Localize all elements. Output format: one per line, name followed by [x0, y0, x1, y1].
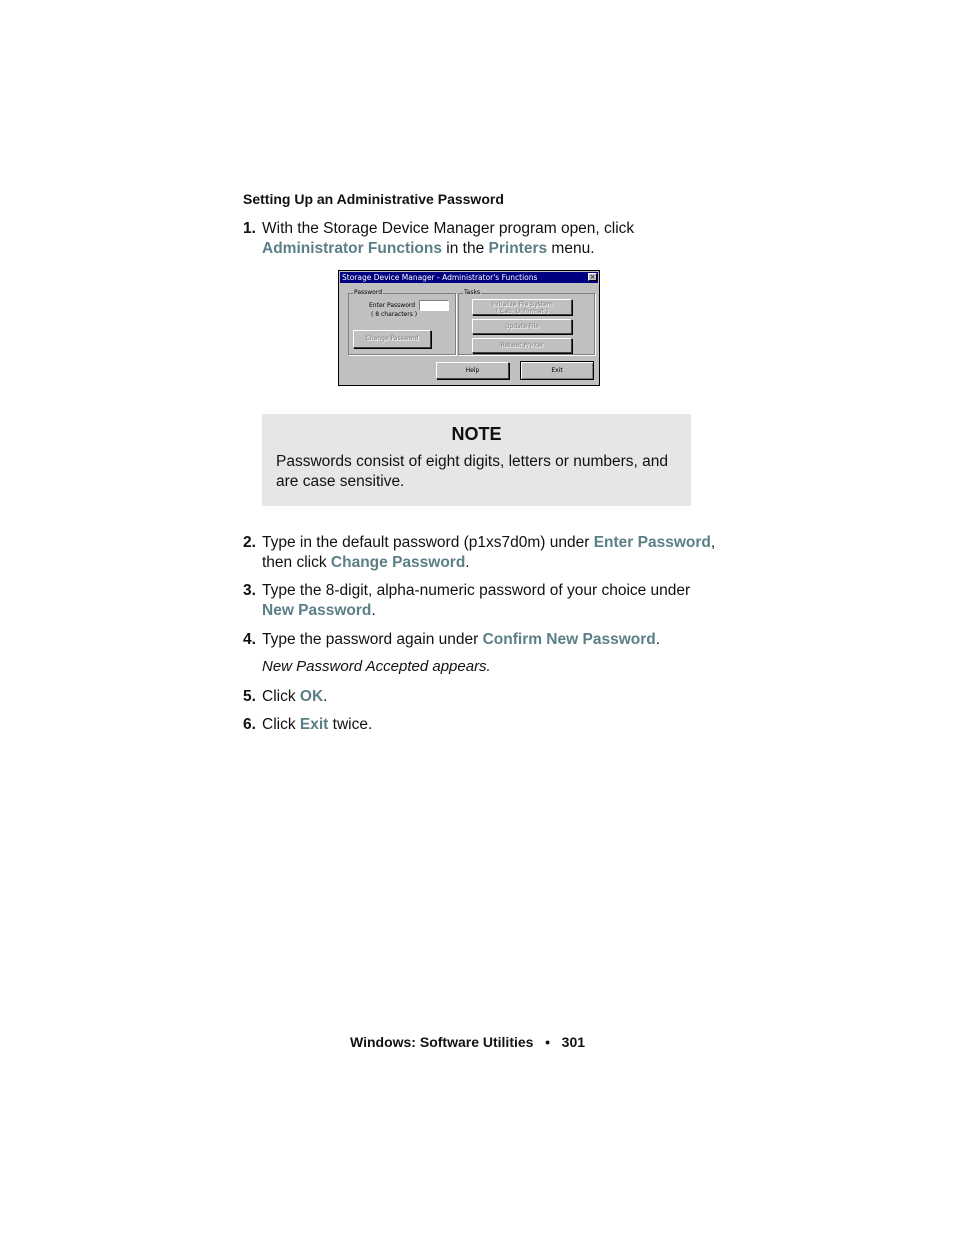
- admin-functions-dialog: [338, 270, 600, 386]
- page-footer: Windows: Software Utilities • 301: [350, 1034, 586, 1050]
- enter-password-label: Enter Password: [369, 302, 416, 309]
- note-body: Passwords consist of eight digits, letters or numbers, and are case sensitive.: [276, 453, 668, 490]
- step-1: [243, 219, 723, 259]
- step-text: .: [465, 554, 470, 571]
- step-text: With the Storage Device Manager program open, click: [262, 220, 635, 237]
- step-2: [243, 533, 723, 573]
- tasks-group: [458, 289, 595, 355]
- step-text: menu.: [547, 240, 595, 257]
- step-text: Click: [262, 688, 300, 705]
- initialize-file-system-button[interactable]: [472, 299, 572, 315]
- reboot-printer-button[interactable]: Reboot Printer: [472, 338, 572, 353]
- password-group: [348, 289, 456, 355]
- enter-password-field[interactable]: [419, 300, 449, 311]
- highlight-term: OK: [299, 688, 324, 705]
- step-text: .: [655, 631, 661, 648]
- help-button[interactable]: Help: [436, 362, 509, 379]
- change-password-button[interactable]: Change Password: [353, 330, 431, 348]
- password-group-label: Password: [354, 289, 383, 296]
- highlight-term: Printers: [488, 240, 548, 257]
- step-number: 3.: [243, 582, 256, 599]
- note-box: [262, 414, 691, 506]
- initialize-label: Initialize File System: [491, 301, 553, 308]
- result-text: New Password Accepted appears.: [262, 658, 491, 675]
- step-text: Type in the default password (p1xs7d0m) under: [262, 534, 594, 551]
- step-number: 6.: [243, 716, 256, 733]
- step-text: Type the 8-digit, alpha-numeric password of your choice under: [262, 582, 691, 599]
- step-number: 5.: [243, 688, 256, 705]
- section-heading: Setting Up an Administrative Password: [243, 191, 504, 207]
- highlight-term: Enter Password: [593, 534, 711, 551]
- close-icon[interactable]: ×: [589, 273, 596, 281]
- highlight-term: Confirm New Password: [482, 631, 656, 648]
- step-4: [243, 630, 723, 650]
- step-text: .: [371, 602, 376, 619]
- step-6: [243, 715, 723, 735]
- step-text: , then click: [262, 534, 716, 571]
- step-text: twice.: [328, 716, 373, 733]
- update-file-button[interactable]: Update File: [472, 319, 572, 334]
- initialize-sublabel: ( Cab, Unformat ): [495, 308, 549, 315]
- dialog-titlebar: Storage Device Manager - Administrator's Functions: [340, 272, 598, 283]
- step-text: in the: [441, 240, 489, 257]
- highlight-term: Exit: [299, 716, 329, 733]
- step-number: 4.: [243, 631, 256, 648]
- step-5: [243, 687, 723, 707]
- exit-button[interactable]: Exit: [520, 361, 594, 380]
- step-text: Click: [262, 716, 300, 733]
- step-3: [243, 581, 723, 621]
- step-number: 1.: [243, 220, 256, 237]
- step-text: Type the password again under: [262, 631, 483, 648]
- characters-label: ( 8 characters ): [371, 311, 418, 318]
- highlight-term: Administrator Functions: [262, 240, 442, 257]
- step-text: .: [323, 688, 328, 705]
- note-title: NOTE: [451, 424, 502, 444]
- step-number: 2.: [243, 534, 256, 551]
- tasks-group-label: Tasks: [464, 289, 481, 296]
- highlight-term: Change Password: [330, 554, 466, 571]
- highlight-term: New Password: [262, 602, 372, 619]
